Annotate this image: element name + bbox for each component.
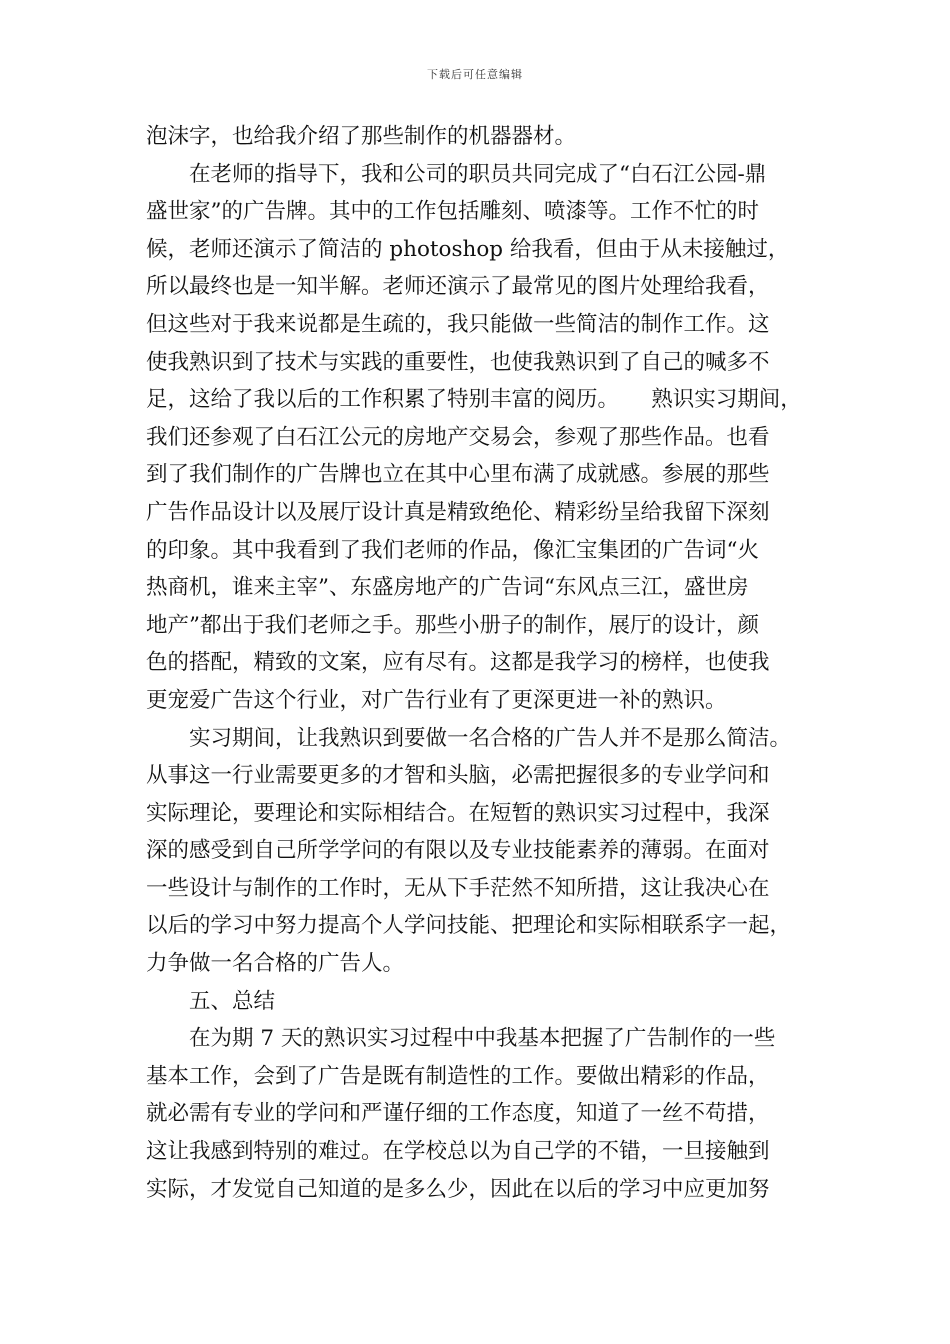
text-line: 这让我感到特别的难过。在学校总以为自己学的不错，一旦接触到	[146, 1139, 770, 1165]
text-line: 我们还参观了白石江公元的房地产交易会，参观了那些作品。也看	[146, 424, 770, 450]
text-line: 的印象。其中我看到了我们老师的作品，像汇宝集团的广告词“火	[146, 537, 759, 563]
text-line: 色的搭配，精致的文案，应有尽有。这都是我学习的榜样，也使我	[146, 650, 770, 676]
text-line: 在老师的指导下，我和公司的职员共同完成了“白石江公园-鼎	[189, 161, 767, 187]
text-line: 候，老师还演示了简洁的 photoshop 给我看，但由于从未接触过，	[146, 236, 790, 262]
text-line: 深的感受到自己所学学问的有限以及专业技能素养的薄弱。在面对	[146, 838, 770, 864]
text-line: 实际，才发觉自己知道的是多么少，因此在以后的学习中应更加努	[146, 1176, 770, 1202]
text-line: 一些设计与制作的工作时，无从下手茫然不知所措，这让我决心在	[146, 875, 770, 901]
text-line: 实习期间，让我熟识到要做一名合格的广告人并不是那么简洁。	[189, 725, 792, 751]
text-line: 足，这给了我以后的工作积累了特别丰富的阅历。 熟识实习期间，	[146, 387, 802, 413]
text-line: 实际理论，要理论和实际相结合。在短暂的熟识实习过程中，我深	[146, 800, 770, 826]
page-header: 下载后可任意编辑	[427, 68, 523, 81]
text-line: 更宠爱广告这个行业，对广告行业有了更深更进一补的熟识。	[146, 687, 727, 713]
text-line: 到了我们制作的广告牌也立在其中心里布满了成就感。参展的那些	[146, 462, 770, 488]
text-line: 所以最终也是一知半解。老师还演示了最常见的图片处理给我看，	[146, 274, 770, 300]
text-line: 盛世家”的广告牌。其中的工作包括雕刻、喷漆等。工作不忙的时	[146, 199, 759, 225]
text-line: 力争做一名合格的广告人。	[146, 951, 405, 977]
text-line: 泡沫字，也给我介绍了那些制作的机器器材。	[146, 124, 577, 149]
text-line: 五、总结	[189, 988, 276, 1014]
text-line: 以后的学习中努力提高个人学问技能、把理论和实际相联系字一起，	[146, 913, 792, 939]
text-line: 在为期 7 天的熟识实习过程中中我基本把握了广告制作的一些	[189, 1026, 776, 1052]
text-line: 地产”都出于我们老师之手。那些小册子的制作，展厅的设计，颜	[146, 612, 759, 638]
text-line: 基本工作，会到了广告是既有制造性的工作。要做出精彩的作品，	[146, 1063, 770, 1089]
text-line: 广告作品设计以及展厅设计真是精致绝伦、精彩纷呈给我留下深刻	[146, 499, 770, 525]
document-body	[146, 118, 826, 1208]
text-line: 但这些对于我来说都是生疏的，我只能做一些简洁的制作工作。这	[146, 311, 770, 337]
text-line: 从事这一行业需要更多的才智和头脑，必需把握很多的专业学问和	[146, 763, 770, 789]
text-line: 就必需有专业的学问和严谨仔细的工作态度，知道了一丝不苟措，	[146, 1101, 770, 1127]
text-line: 热商机，谁来主宰”、东盛房地产的广告词“东风点三江，盛世房	[146, 575, 749, 601]
text-line: 使我熟识到了技术与实践的重要性，也使我熟识到了自己的喊多不	[146, 349, 770, 375]
